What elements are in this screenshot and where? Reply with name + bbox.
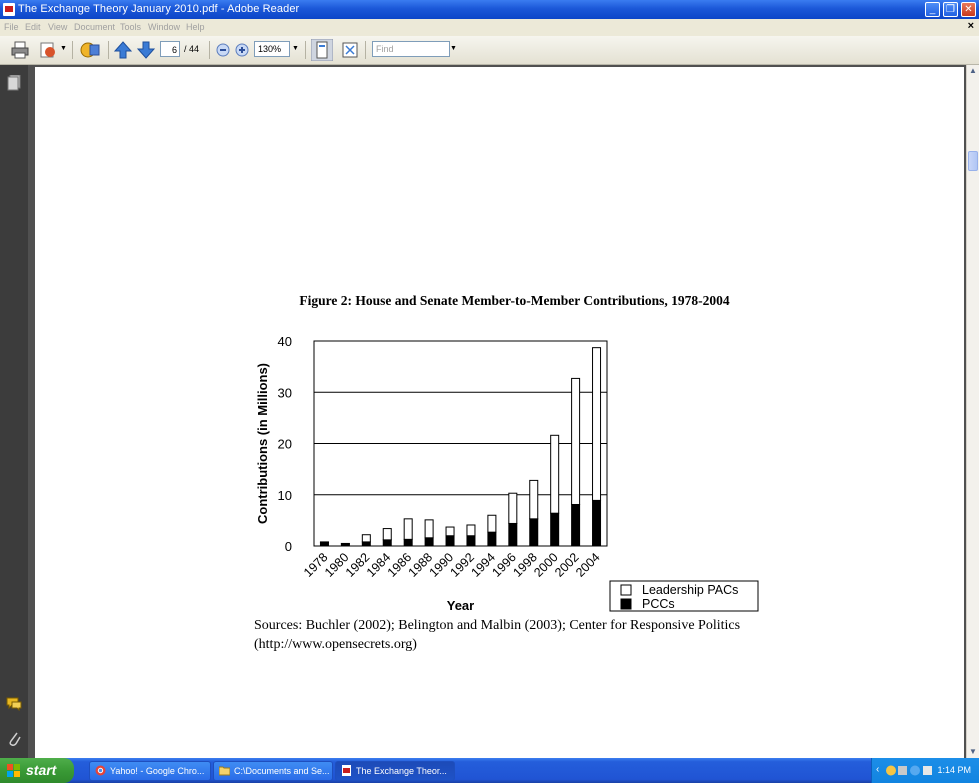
windows-logo-icon — [7, 764, 21, 777]
bar-leadership-pacs-1994 — [488, 515, 496, 532]
email-icon[interactable] — [38, 41, 58, 59]
maximize-button[interactable]: ❐ — [943, 2, 958, 17]
collaborate-icon[interactable] — [79, 41, 101, 59]
sources-url: (http://www.opensecrets.org) — [254, 637, 417, 652]
print-icon[interactable] — [10, 41, 30, 59]
bar-leadership-pacs-1990 — [446, 527, 454, 536]
find-input[interactable]: Find — [372, 41, 450, 57]
legend — [610, 581, 758, 611]
menu-edit[interactable]: Edit — [25, 22, 41, 32]
y-tick-30: 30 — [277, 385, 292, 401]
bar-pccs-1986 — [404, 539, 412, 546]
chevron-down-icon[interactable]: ▼ — [60, 45, 67, 52]
previous-page-icon[interactable] — [114, 41, 132, 59]
x-tick-1998: 1998 — [510, 550, 540, 580]
bar-chart — [240, 329, 770, 619]
legend-label-pccs: PCCs — [642, 597, 675, 611]
y-axis-label: Contributions (in Millions) — [255, 362, 270, 525]
x-tick-1984: 1984 — [363, 550, 394, 580]
full-screen-icon[interactable] — [341, 41, 359, 59]
toolbar-separator — [305, 41, 306, 59]
legend-swatch-pccs — [621, 599, 631, 609]
bar-pccs-1988 — [425, 538, 433, 546]
chart-gridlines — [314, 392, 607, 495]
menu-help[interactable]: Help — [186, 22, 205, 32]
pdf-page — [35, 67, 964, 758]
folder-icon — [219, 765, 230, 776]
bar-pccs-2004 — [593, 500, 601, 546]
bar-leadership-pacs-2000 — [551, 435, 559, 513]
window-title: The Exchange Theory January 2010.pdf - Adobe Reader — [18, 3, 300, 15]
y-tick-labels — [278, 334, 292, 554]
scrollbar-thumb[interactable] — [968, 151, 978, 171]
x-tick-1988: 1988 — [405, 550, 436, 580]
x-tick-1980: 1980 — [321, 550, 352, 580]
page-total: / 44 — [184, 44, 200, 54]
scroll-up-icon[interactable]: ▲ — [969, 66, 977, 75]
bar-leadership-pacs-1992 — [467, 525, 475, 536]
fit-page-icon[interactable] — [311, 39, 333, 61]
y-tick-0: 0 — [284, 539, 292, 554]
bar-leadership-pacs-1996 — [509, 493, 517, 523]
toolbar-separator — [209, 41, 210, 59]
y-tick-20: 20 — [277, 436, 292, 452]
bar-pccs-1992 — [467, 536, 475, 546]
close-button[interactable]: ✕ — [961, 2, 976, 17]
menu-window[interactable]: Window — [148, 22, 181, 32]
x-tick-1996: 1996 — [489, 550, 519, 580]
y-tick-10: 10 — [277, 487, 292, 503]
bar-leadership-pacs-2004 — [593, 348, 601, 501]
x-tick-1992: 1992 — [447, 550, 478, 580]
legend-swatch-leadership-pacs — [621, 585, 631, 595]
bar-leadership-pacs-1986 — [404, 519, 412, 540]
bar-pccs-1982 — [362, 542, 370, 546]
x-axis-label: Year — [446, 598, 475, 613]
sources-line: Sources: Buchler (2002); Belington and Malbin (2003); Center for Responsive Politics — [254, 618, 741, 633]
document-viewport[interactable] — [28, 65, 966, 758]
figure-title: Figure 2: House and Senate Member-to-Member Contributions, 1978-2004 — [299, 293, 730, 308]
comments-icon[interactable] — [6, 697, 22, 711]
menu-file[interactable]: File — [4, 22, 19, 32]
minimize-button[interactable]: _ — [925, 2, 940, 17]
tray-expand-icon[interactable]: ‹ — [876, 764, 880, 775]
x-tick-1990: 1990 — [426, 550, 457, 580]
pages-icon[interactable] — [7, 75, 21, 91]
task-label: Yahoo! - Google Chro... — [110, 766, 205, 776]
legend-label-leadership-pacs: Leadership PACs — [642, 583, 739, 597]
bar-pccs-1978 — [320, 542, 328, 546]
x-tick-1986: 1986 — [384, 550, 415, 580]
toolbar — [0, 36, 979, 65]
clock: 1:14 PM — [937, 765, 971, 775]
taskbar — [0, 758, 979, 783]
bar-pccs-2002 — [572, 504, 580, 546]
bar-pccs-1998 — [530, 519, 538, 546]
next-page-icon[interactable] — [137, 41, 155, 59]
x-tick-1978: 1978 — [301, 550, 331, 580]
bar-pccs-2000 — [551, 513, 559, 546]
x-tick-2000: 2000 — [531, 550, 561, 580]
bar-leadership-pacs-2002 — [572, 378, 580, 504]
attachment-icon[interactable] — [6, 729, 22, 747]
task-adobe-reader[interactable] — [335, 761, 455, 781]
zoom-in-icon[interactable] — [235, 41, 249, 59]
bar-leadership-pacs-1984 — [383, 529, 391, 540]
toolbar-separator — [108, 41, 109, 59]
start-button[interactable] — [0, 758, 74, 783]
x-tick-1982: 1982 — [342, 550, 373, 580]
x-tick-labels — [301, 550, 603, 580]
bar-pccs-1990 — [446, 536, 454, 546]
x-tick-2002: 2002 — [552, 550, 582, 580]
bar-pccs-1994 — [488, 532, 496, 546]
page-number-input[interactable]: 6 — [160, 41, 180, 57]
chrome-icon — [95, 765, 106, 776]
bar-leadership-pacs-1978 — [320, 542, 328, 543]
adobe-reader-icon — [3, 3, 15, 16]
bar-leadership-pacs-1980 — [341, 543, 349, 544]
bar-leadership-pacs-1988 — [425, 520, 433, 538]
task-chrome[interactable] — [89, 761, 211, 781]
y-tick-40: 40 — [277, 334, 292, 349]
scroll-down-icon[interactable]: ▼ — [969, 747, 977, 756]
toolbar-separator — [72, 41, 73, 59]
bar-pccs-1984 — [383, 540, 391, 546]
x-tick-2004: 2004 — [573, 550, 603, 580]
bar-pccs-1996 — [509, 523, 517, 546]
tray-icons[interactable] — [886, 764, 936, 777]
menu-view[interactable]: View — [48, 22, 68, 32]
toolbar-separator — [365, 41, 366, 59]
menu-tools[interactable]: Tools — [120, 22, 142, 32]
menu-bar — [0, 19, 979, 36]
title-bar[interactable] — [0, 0, 979, 19]
chevron-down-icon[interactable]: ▼ — [450, 45, 457, 52]
zoom-out-icon[interactable] — [216, 41, 230, 59]
task-label: C:\Documents and Se... — [234, 766, 330, 776]
chart-bars — [320, 348, 600, 546]
x-tick-1994: 1994 — [468, 550, 499, 580]
task-label: The Exchange Theor... — [356, 766, 447, 776]
navigation-panel — [0, 65, 28, 758]
system-tray — [871, 758, 979, 783]
vertical-scrollbar[interactable] — [966, 65, 979, 758]
pdf-icon — [341, 765, 352, 776]
chevron-down-icon[interactable]: ▼ — [292, 45, 299, 52]
start-label: start — [26, 762, 57, 778]
close-document-button[interactable]: × — [967, 20, 974, 32]
bar-leadership-pacs-1982 — [362, 535, 370, 542]
menu-document[interactable]: Document — [74, 22, 116, 32]
figure-sources — [254, 616, 740, 654]
task-explorer[interactable] — [213, 761, 333, 781]
bar-leadership-pacs-1998 — [530, 480, 538, 518]
zoom-level-select[interactable]: 130% — [254, 41, 290, 57]
